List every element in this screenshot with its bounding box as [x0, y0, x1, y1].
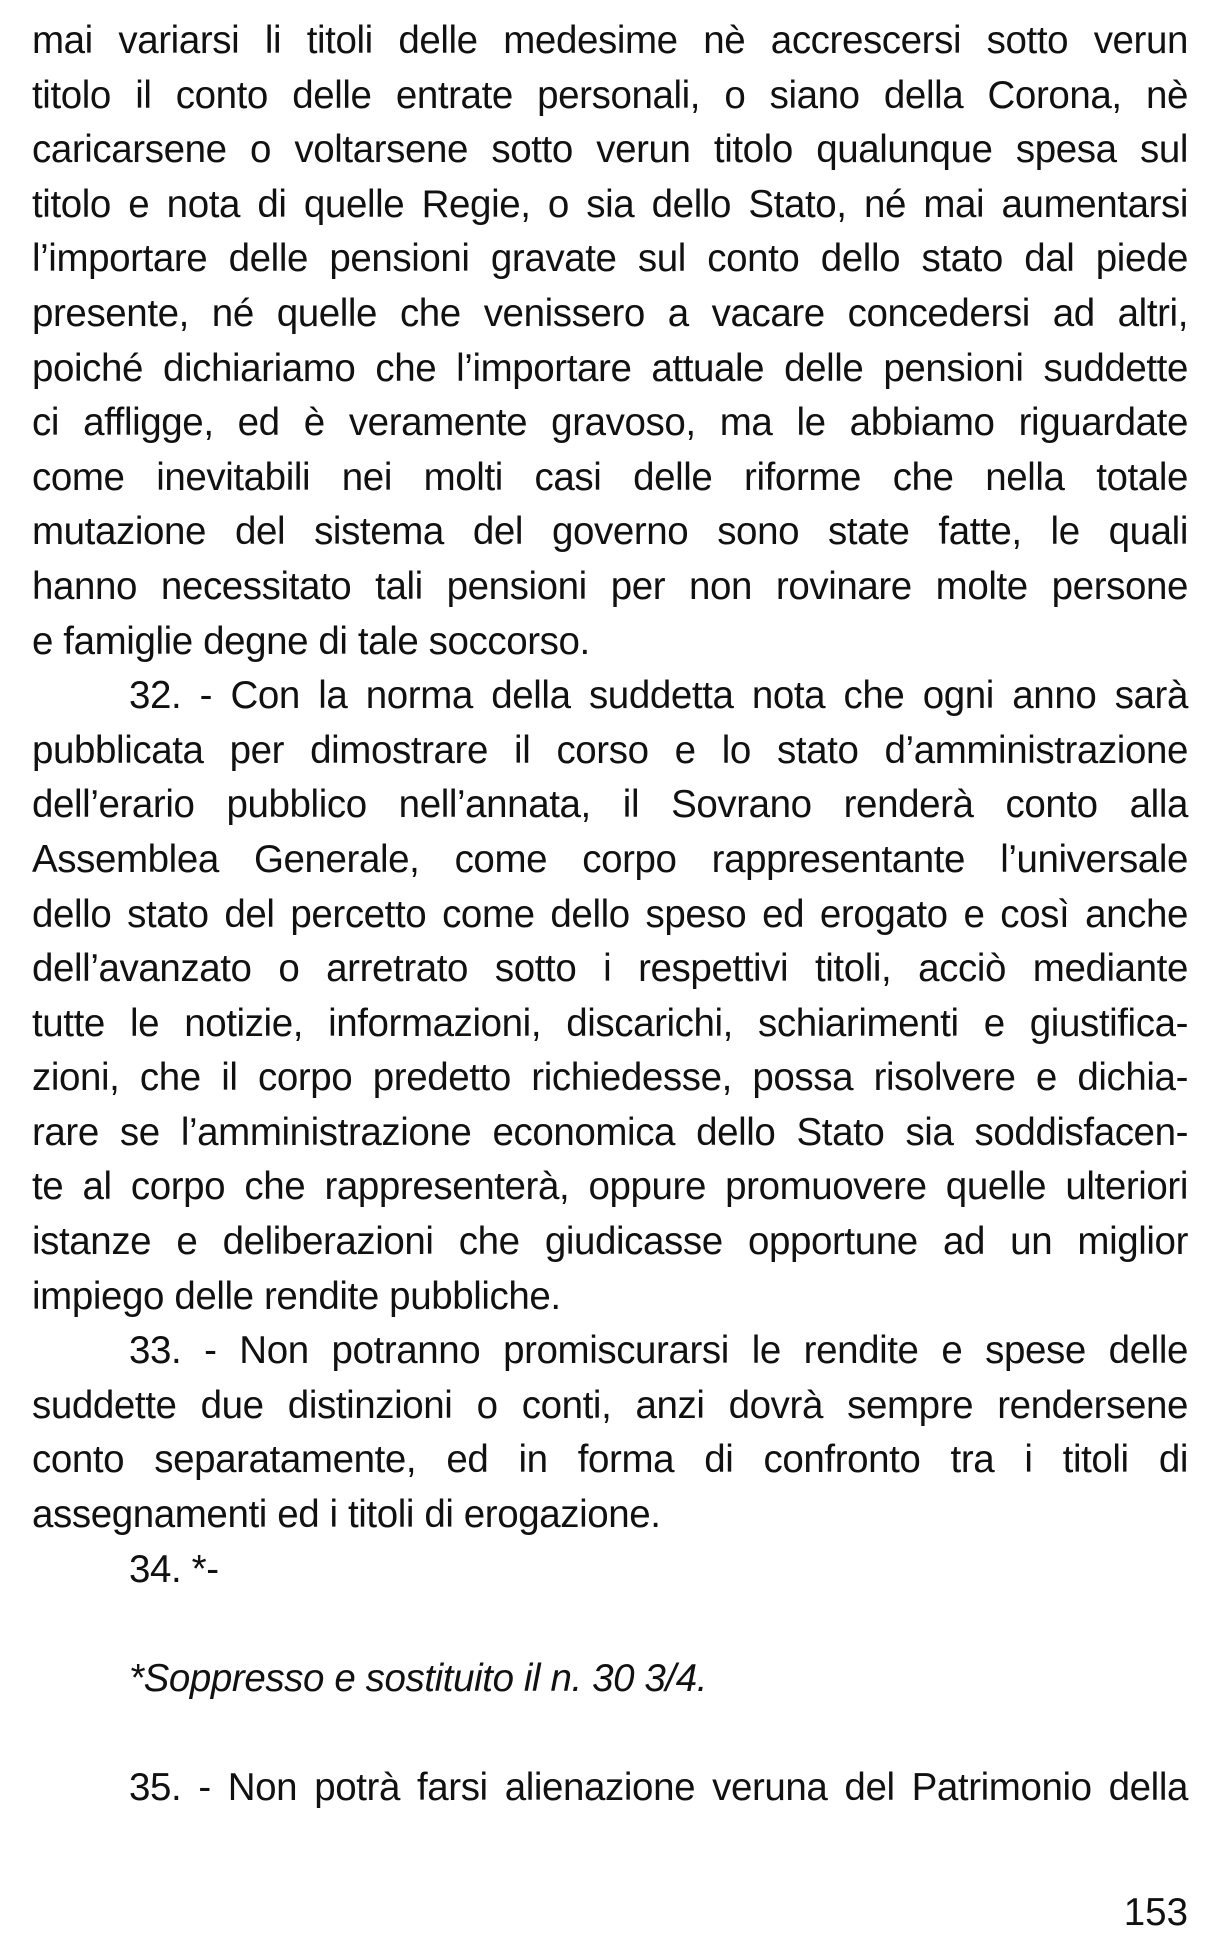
text-line: zioni, che il corpo predetto richiedesse, possa risolvere e dichia-	[32, 1056, 1188, 1100]
spacer	[32, 1597, 1188, 1652]
text-line: titolo e nota di quelle Regie, o sia dello Stato, né mai aumentarsi	[32, 182, 1188, 226]
text-line: ci affligge, ed è veramente gravoso, ma le abbiamo riguardate	[32, 401, 1188, 445]
text-line: Assemblea Generale, come corpo rappresentante l’universale	[32, 837, 1188, 881]
text-line: titolo il conto delle entrate personali, o siano della Corona, nè	[32, 73, 1188, 117]
spacer	[32, 1706, 1188, 1761]
text-line: conto separatamente, ed in forma di confronto tra i titoli di	[32, 1438, 1188, 1482]
text-line: istanze e deliberazioni che giudicasse opportune ad un miglior	[32, 1220, 1188, 1264]
document-page	[32, 14, 1188, 1816]
text-line: hanno necessitato tali pensioni per non rovinare molte persone	[32, 564, 1188, 608]
page-number: 153	[1123, 1891, 1188, 1934]
paragraph-32-start: 32. - Con la norma della suddetta nota che ogni anno sarà	[129, 674, 1188, 718]
text-line: mutazione del sistema del governo sono state fatte, le quali	[32, 510, 1188, 554]
text-line: caricarsene o voltarsene sotto verun titolo qualunque spesa sul	[32, 128, 1188, 172]
text-line: dello stato del percetto come dello speso ed erogato e così anche	[32, 892, 1188, 936]
text-line: pubblicata per dimostrare il corso e lo stato d’amministrazione	[32, 728, 1188, 772]
text-line: e famiglie degne di tale soccorso.	[32, 619, 590, 663]
text-line: poiché dichiariamo che l’importare attuale delle pensioni suddette	[32, 346, 1188, 390]
text-line: assegnamenti ed i titoli di erogazione.	[32, 1493, 661, 1537]
paragraph-34: 34. *-	[129, 1547, 219, 1591]
footnote: *Soppresso e sostituito il n. 30 3/4.	[129, 1656, 708, 1700]
text-line: presente, né quelle che venissero a vacare concedersi ad altri,	[32, 291, 1188, 335]
text-line: te al corpo che rappresenterà, oppure promuovere quelle ulteriori	[32, 1165, 1188, 1209]
text-line: come inevitabili nei molti casi delle riforme che nella totale	[32, 455, 1188, 499]
text-line: dell’avanzato o arretrato sotto i respettivi titoli, acciò mediante	[32, 947, 1188, 991]
paragraph-35-start: 35. - Non potrà farsi alienazione veruna del Patrimonio della	[129, 1766, 1188, 1809]
text-line: suddette due distinzioni o conti, anzi dovrà sempre rendersene	[32, 1383, 1188, 1427]
text-line: dell’erario pubblico nell’annata, il Sovrano renderà conto alla	[32, 783, 1188, 827]
paragraph-33-start: 33. - Non potranno promiscurarsi le rendite e spese delle	[129, 1329, 1188, 1373]
text-line: rare se l’amministrazione economica dello Stato sia soddisfacen-	[32, 1110, 1188, 1154]
text-line: tutte le notizie, informazioni, discarichi, schiarimenti e giustifica-	[32, 1001, 1188, 1045]
text-line: mai variarsi li titoli delle medesime nè accrescersi sotto verun	[32, 19, 1188, 62]
text-line: l’importare delle pensioni gravate sul conto dello stato dal piede	[32, 237, 1188, 281]
text-line: impiego delle rendite pubbliche.	[32, 1274, 561, 1318]
